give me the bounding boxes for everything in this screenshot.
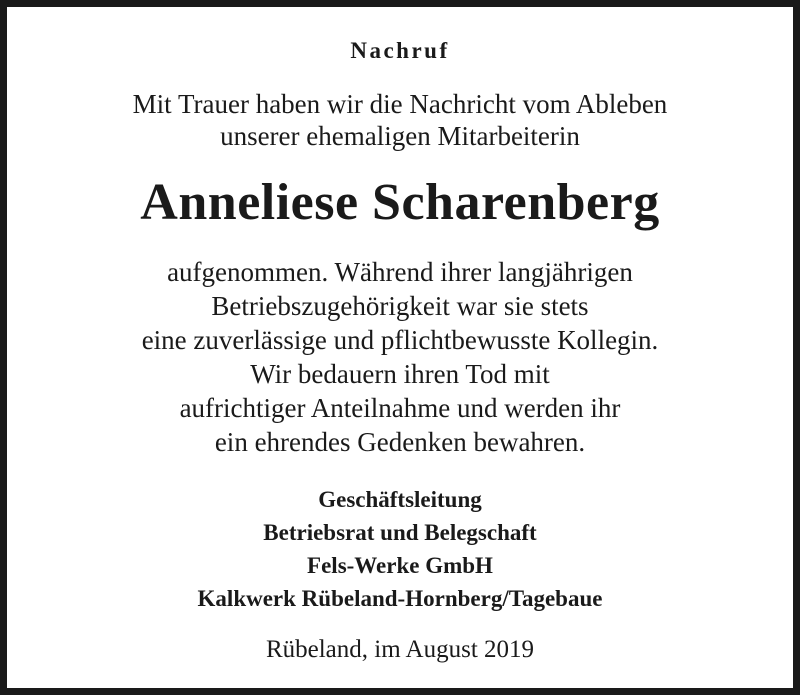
body-line: Betriebszugehörigkeit war sie stets [211,291,589,321]
signature-line: Betriebsrat und Belegschaft [263,520,537,545]
intro-line: Mit Trauer haben wir die Nachricht vom Ableben [132,89,668,119]
signature-line: Fels-Werke GmbH [307,553,493,578]
intro-line: unserer ehemaligen Mitarbeiterin [220,121,580,151]
body-line: ein ehrendes Gedenken bewahren. [214,427,586,457]
body-line: aufrichtiger Anteilnahme und werden ihr [179,393,621,423]
deceased-name: Anneliese Scharenberg [140,174,660,231]
notice-heading: Nachruf [350,38,450,63]
body-line: Wir bedauern ihren Tod mit [250,359,550,389]
body-line: aufgenommen. Während ihrer langjährigen [167,257,633,287]
signature-line: Kalkwerk Rübeland-Hornberg/Tagebaue [197,586,603,611]
place-and-date: Rübeland, im August 2019 [265,636,535,663]
signature-line: Geschäftsleitung [318,487,482,512]
body-line: eine zuverlässige und pflichtbewusste Kollegin. [141,325,659,355]
